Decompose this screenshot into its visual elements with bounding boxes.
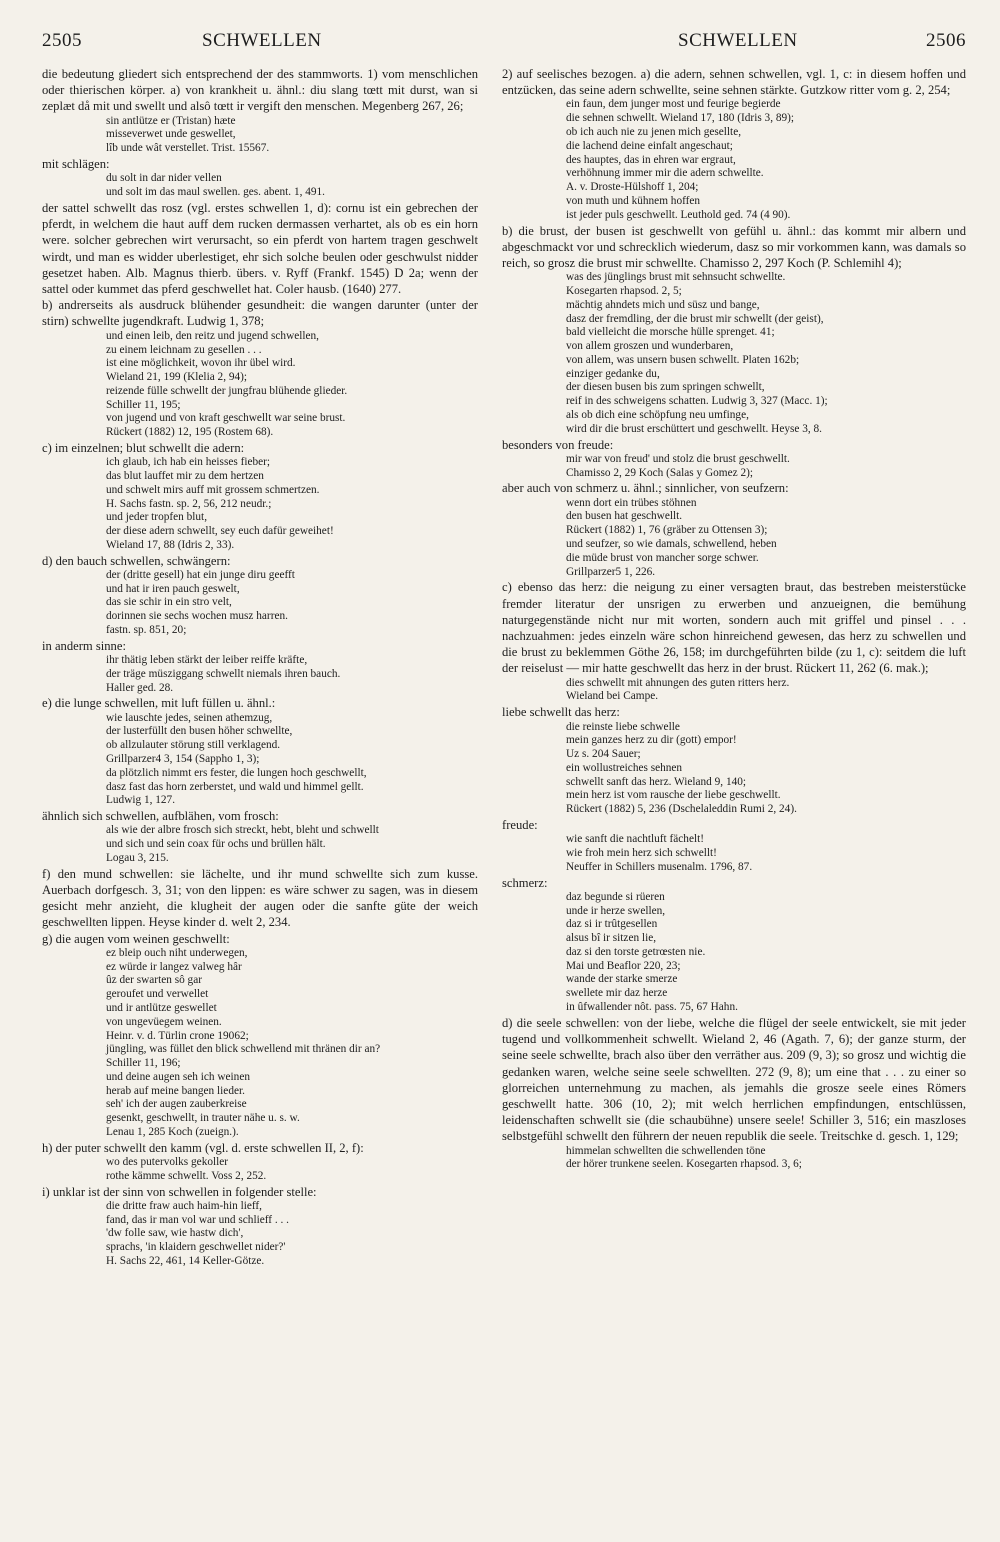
verse-quotation: mir war von freud' und stolz die brust geschwellt. Chamisso 2, 29 Koch (Salas y Gomez 2); <box>566 452 790 479</box>
page-header <box>42 30 966 58</box>
entry-paragraph: die bedeutung gliedert sich entsprechend der des stammworts. 1) vom menschlichen oder thierischen körper. a) von krankheit u. ähnl.: diu slang tœtt mit durst, wan si zeplæt då mit und swellt und alsô tœtt ir vergift den menschen. Megenberg 267, 26; <box>42 67 478 114</box>
running-headword-left: SCHWELLEN <box>202 30 322 51</box>
verse-quotation: dies schwellt mit ahnungen des guten ritters herz. Wieland bei Campe. <box>566 676 790 703</box>
entry-paragraph: c) im einzelnen; blut schwellt die adern: <box>42 440 245 455</box>
entry-paragraph: 2) auf seelisches bezogen. a) die adern, sehnen schwellen, vgl. 1, c: in diesem hoffen und entzücken, das seine adern schwellte, seine sehnen stärkte. Gutzkow ritter vom g. 2, 254; <box>502 67 966 98</box>
entry-paragraph: aber auch von schmerz u. ähnl.; sinnlicher, von seufzern: <box>502 481 789 496</box>
entry-paragraph: i) unklar ist der sinn von schwellen in folgender stelle: <box>42 1184 317 1199</box>
verse-quotation: ez bleip ouch niht underwegen, ez würde ir langez valweg hâr ûz der swarten sô gar geroufet und verwellet und ir antlütze geswellet von ungevüegem weinen. Heinr. v. d. Türlin crone 19062; jüngling, was füllet den blick schwellend mit thränen dir an? Schiller 11, 196; und deine augen seh ich weinen herab auf meine bangen lieder. seh' ich der augen zauberkreise gesenkt, geschwellt, in trauter nähe u. s. w. Lenau 1, 285 Koch (zueign.). <box>106 946 381 1138</box>
entry-paragraph: f) den mund schwellen: sie lächelte, und ihr mund schwellte sich zum kusse. Auerbach dorfgesch. 3, 31; von den lippen: es wäre schwer zu sagen, was in diesem gesicht mehr anzieht, die klugheit der augen oder die sanfte güte der weich geschwellten lippen. Heyse kinder d. welt 2, 234. <box>42 866 478 930</box>
entry-paragraph: ähnlich sich schwellen, aufblähen, vom frosch: <box>42 809 279 824</box>
entry-paragraph: schmerz: <box>502 875 548 890</box>
verse-quotation: wie lauschte jedes, seinen athemzug, der lusterfüllt den busen höher schwellte, ob allzulauter störung still verklagend. Grillparzer4 3, 154 (Sappho 1, 3); da plötzlich nimmt ers fester, die lungen hoch geschwellt, dasz fast das horn zerberstet, und wald und himmel gellt. Ludwig 1, 127. <box>106 711 367 807</box>
entry-paragraph: e) die lunge schwellen, mit luft füllen u. ähnl.: <box>42 696 276 711</box>
verse-quotation: ihr thätig leben stärkt der leiber reiffe kräfte, der träge müsziggang schwellt niemals ihren bauch. Haller ged. 28. <box>106 654 341 694</box>
verse-quotation: wenn dort ein trübes stöhnen den busen hat geschwellt. Rückert (1882) 1, 76 (gräber zu Ottensen 3); und seufzer, so wie damals, schwellend, heben die müde brust von mancher sorge schwer. Grillparzer5 1, 226. <box>566 496 777 578</box>
verse-quotation: der (dritte gesell) hat ein junge diru geefft und hat ir iren pauch geswelt, das sie schir in ein stro velt, dorinnen sie sechs wochen musz harren. fastn. sp. 851, 20; <box>106 568 295 637</box>
verse-quotation: die reinste liebe schwelle mein ganzes herz zu dir (gott) empor! Uz s. 204 Sauer; ein wollustreiches sehnen schwellt sanft das herz. Wieland 9, 140; mein herz ist vom rausche der liebe geschwellt. Rückert (1882) 5, 236 (Dschelaleddin Rumi 2, 24). <box>566 720 797 816</box>
verse-quotation: und einen leib, den reitz und jugend schwellen, zu einem leichnam zu gesellen . . . ist eine möglichkeit, wovon ihr übel wird. Wieland 21, 199 (Klelia 2, 94); reizende fülle schwellt der jungfrau blühende glieder. Schiller 11, 195; von jugend und von kraft geschwellt war seine brust. Rückert (1882) 12, 195 (Rostem 68). <box>106 329 348 439</box>
page-number-right: 2506 <box>926 30 966 51</box>
entry-paragraph: c) ebenso das herz: die neigung zu einer versagten braut, das bestreben meisterstücke fremder literatur der unsrigen zu erwerben und anzueignen, die bemühung naturgegenstände nicht nur mit worten, sondern auch mit griffel und pinsel . . . nachzuahmen: jedes einzeln wäre schon hinreichend gewesen, das herz zu schwellen und die brust zu beklemmen Göthe 26, 158; im durchgeführten bilde (zu 1, c): seitdem die luft der reiselust — mir hatte geschwellt das herz in der brust. Rückert 11, 262 (6. mak.); <box>502 580 966 676</box>
verse-quotation: ein faun, dem junger most und feurige begierde die sehnen schwellt. Wieland 17, 180 (Idris 3, 89); ob ich auch nie zu jenen mich gesellte, die lachend deine einfalt angeschaut; des hauptes, das in ehren war ergraut, verhöhnung immer mir die adern schwellte. A. v. Droste-Hülshoff 1, 204; von muth und kühnem hoffen ist jeder puls geschwellt. Leuthold ged. 74 (4 90). <box>566 98 795 221</box>
entry-paragraph: in anderm sinne: <box>42 638 126 653</box>
entry-paragraph: b) andrerseits als ausdruck blühender gesundheit: die wangen darunter (unter der stirn) schwellte jugendkraft. Ludwig 1, 378; <box>42 298 478 329</box>
verse-quotation: sin antlütze er (Tristan) hæte misseverwet unde geswellet, lîb unde wât verstellet. Trist. 15567. <box>106 114 270 155</box>
verse-quotation: du solt in dar nider vellen und solt im das maul swellen. ges. abent. 1, 491. <box>106 172 326 199</box>
entry-paragraph: d) die seele schwellen: von der liebe, welche die flügel der seele entwickelt, sie mit jeder tugend und vollkommenheit schwellt. Wieland 2, 46 (Agath. 7, 6); der ganze sturm, der seine seele schwellte, brach also über den verräther aus. 209 (9, 3); so grosz und wichtig die gedanken waren, welche seine seele schwellten. 272 (9, 8); um eine that . . . zu einer so glorreichen unternehmung zu machen, als jemahls die grosze seele eines Römers geschwellt hatte. 306 (10, 2); mit welch herrlichen empfindungen, entschlüssen, leidenschaften schwellt sie (die schaubühne) unsere seele! Schiller 3, 516; ein maszloses selbstgefühl schwellt den führern der neuen republik die seele. Treitschke d. gesch. 1, 129; <box>502 1015 966 1144</box>
verse-quotation: die dritte fraw auch haim-hin lieff, fand, das ir man vol war und schlieff . . . 'dw folle saw, wie hastw dich', sprachs, 'in klaidern geschwellet nider?' H. Sachs 22, 461, 14 Keller-Götze. <box>106 1199 290 1267</box>
entry-paragraph: besonders von freude: <box>502 437 614 452</box>
verse-quotation: was des jünglings brust mit sehnsucht schwellte. Kosegarten rhapsod. 2, 5; mächtig ahndets mich und süsz und bange, dasz der fremdling, der die brust mir schwellt (der geist), bald vielleicht die morsche hülle sprenget. 41; von allem groszen und wunderbaren, von allem, was unsern busen schwellt. Platen 162b; einziger gedanke du, der diesen busen bis zum springen schwellt, reif in des schweigens schatten. Ludwig 3, 327 (Macc. 1); als ob dich eine schöpfung neu umfinge, wird dir die brust erschüttert und geschwellt. Heyse 3, 8. <box>566 271 828 435</box>
verse-quotation: wo des putervolks gekoller rothe kämme schwellt. Voss 2, 252. <box>106 1156 267 1182</box>
entry-paragraph: der sattel schwellt das rosz (vgl. erstes schwellen 1, d): cornu ist ein gebrechen der pferdt, in welchem die haut auff dem rucken dermassen verhartet, als ob es ein horn were. solcher gebrechen wirt verursacht, so ein pferdt von hartem tragen geschwelt wirdt, und man es widder uberlestiget, ehr sich solche beulen oder geschwulst nidder gesetzet haben. Alb. Magnus thierb. übers. v. Ryff (Frankf. 1545) D 2a; wenn der sattel oder kummet das pferd geschwellet hat. Coler hausb. (1640) 277. <box>42 200 478 297</box>
left-column <box>42 66 478 1486</box>
verse-quotation: wie sanft die nachtluft fächelt! wie froh mein herz sich schwellt! Neuffer in Schillers musenalm. 1796, 87. <box>566 833 753 873</box>
running-headword-right: SCHWELLEN <box>678 30 798 51</box>
entry-paragraph: d) den bauch schwellen, schwängern: <box>42 553 231 568</box>
entry-paragraph: freude: <box>502 817 538 832</box>
entry-paragraph: mit schlägen: <box>42 157 110 172</box>
right-column <box>502 66 966 1486</box>
entry-paragraph: liebe schwellt das herz: <box>502 705 620 720</box>
page-number-left: 2505 <box>42 30 82 51</box>
verse-quotation: als wie der albre frosch sich streckt, hebt, bleht und schwellt und sich und sein coax für ochs und brüllen hält. Logau 3, 215. <box>106 824 379 864</box>
verse-quotation: daz begunde si rüeren unde ir herze swellen, daz si ir trûtgesellen alsus bî ir sitzen lie, daz si den torste getrœsten nie. Mai und Beaflor 220, 23; wande der starke smerze swellete mir daz herze in ûfwallender nôt. pass. 75, 67 Hahn. <box>566 890 738 1014</box>
entry-paragraph: g) die augen vom weinen geschwellt: <box>42 931 230 946</box>
verse-quotation: ich glaub, ich hab ein heisses fieber; das blut lauffet mir zu dem hertzen und schwelt mirs auff mit grossem schmertzen. H. Sachs fastn. sp. 2, 56, 212 neudr.; und jeder tropfen blut, der diese adern schwellt, sey euch dafür geweihet! Wieland 17, 88 (Idris 2, 33). <box>106 456 334 551</box>
entry-paragraph: b) die brust, der busen ist geschwellt von gefühl u. ähnl.: das kommt mir albern und abgeschmackt vor und schrecklich wiederum, dasz so mir vorkommen kann, was damals so reich, so grosz die brust mir schwellte. Chamisso 2, 297 Koch (P. Schlemihl 4); <box>502 223 966 270</box>
verse-quotation: himmelan schwellten die schwellenden töne der hörer trunkene seelen. Kosegarten rhapsod. 3, 6; <box>566 1144 802 1171</box>
entry-paragraph: h) der puter schwellt den kamm (vgl. d. erste schwellen II, 2, f): <box>42 1140 364 1155</box>
